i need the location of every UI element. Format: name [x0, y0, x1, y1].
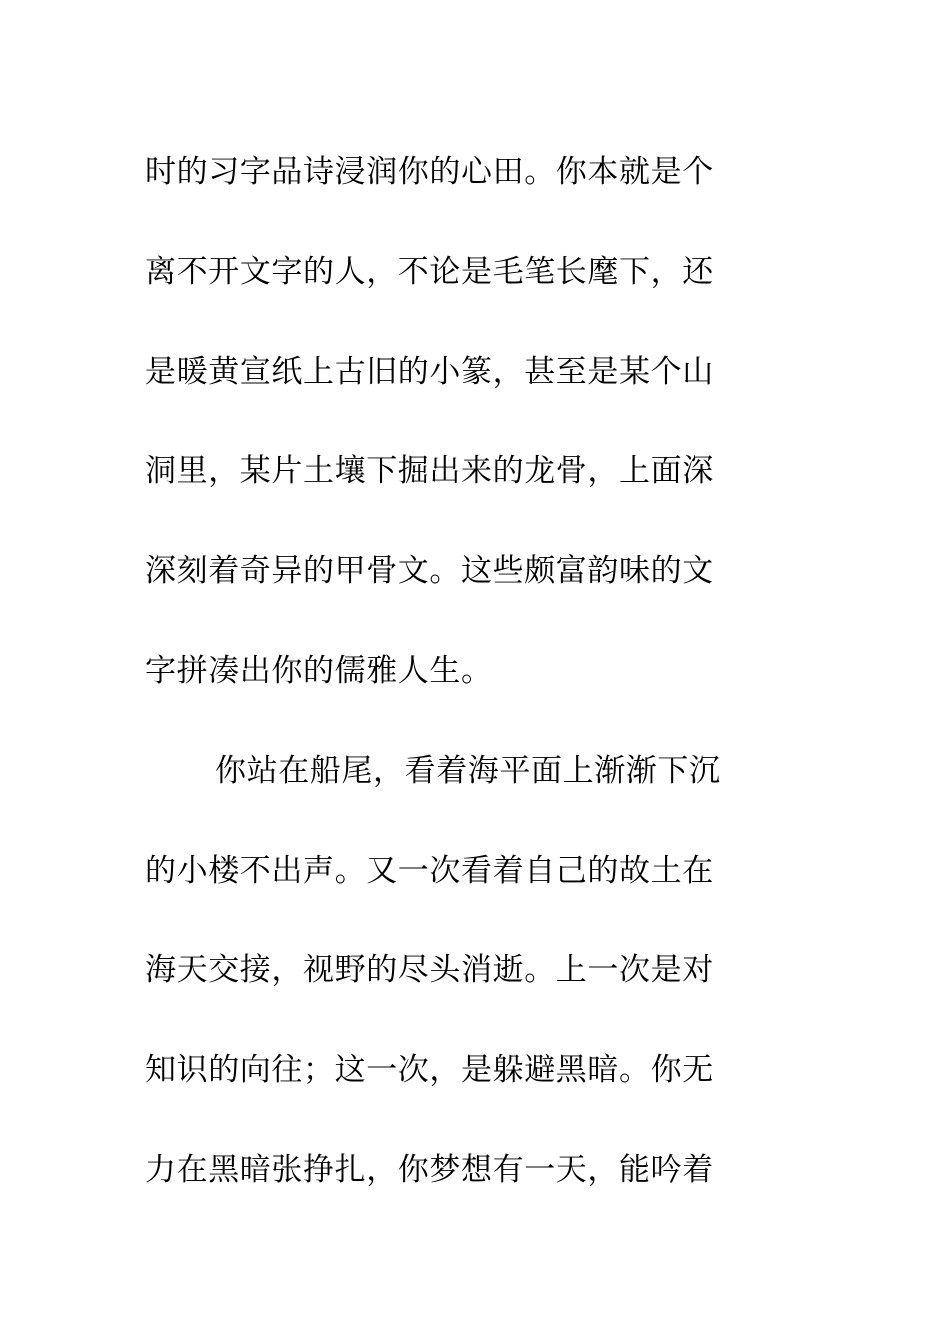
text-line: 海天交接，视野的尽头消逝。上一次是对	[145, 952, 714, 989]
text-line: 字拼凑出你的儒雅人生。	[145, 652, 493, 689]
text-line: 知识的向往；这一次，是躲避黑暗。你无	[145, 1052, 714, 1089]
text-line: 深刻着奇异的甲骨文。这些颇富韵味的文	[145, 553, 714, 590]
text-line: 时的习字品诗浸润你的心田。你本就是个	[145, 154, 714, 190]
body-text	[145, 123, 785, 1221]
text-line: 的小楼不出声。又一次看着自己的故土在	[145, 852, 714, 889]
paragraph-start-line: 你站在船尾，看着海平面上渐渐下沉	[215, 752, 721, 789]
text-line: 是暖黄宣纸上古旧的小篆，甚至是某个山	[145, 353, 714, 390]
text-line: 洞里，某片土壤下掘出来的龙骨，上面深	[145, 453, 714, 490]
text-line: 力在黑暗张挣扎，你梦想有一天，能吟着	[145, 1151, 714, 1188]
text-line: 离不开文字的人，不论是毛笔长麾下，还	[145, 253, 714, 290]
